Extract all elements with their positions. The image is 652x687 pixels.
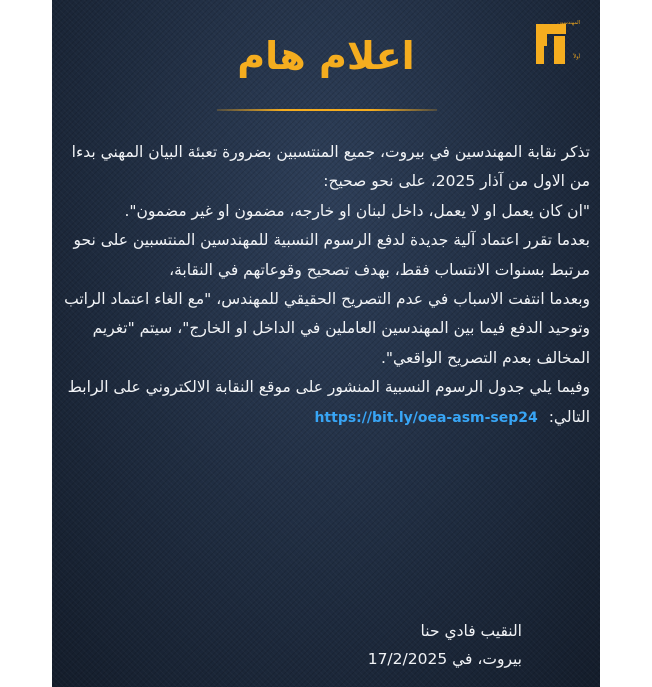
page-title: اعلام هام [237, 34, 415, 78]
paragraph-5 [62, 373, 590, 433]
announcement-poster [52, 0, 600, 687]
paragraph-5-text: وفيما يلي جدول الرسوم النسبية المنشور على موقع النقابة الالكتروني على الرابط التالي: [67, 378, 590, 426]
logo-line-2: أولاً [573, 54, 580, 60]
paragraph-3: بعدما تقرر اعتماد آلية جديدة لدفع الرسوم النسبية للمهندسين المنتسبين على نحو مرتبط بسنوات الانتساب فقط، بهدف تصحيح وقوعاتهم في النقابة، [73, 231, 590, 279]
signature-date: بيروت، في 17/2/2025 [367, 650, 522, 668]
fees-table-link[interactable]: https://bit.ly/oea-asm-sep24 [314, 409, 538, 426]
paragraph-2: "ان كان يعمل او لا يعمل، داخل لبنان او خارجه، مضمون او غير مضمون". [124, 201, 590, 220]
signature-block [368, 617, 522, 673]
announcement-body [62, 138, 590, 433]
signatory-name: النقيب فادي حنا [420, 622, 522, 640]
paragraph-1: تذكر نقابة المهندسين في بيروت، جميع المنتسبين بضرورة تعبئة البيان المهني بدءا من الاول من آذار 2025، على نحو صحيح: [71, 143, 590, 191]
paragraph-4: وبعدما انتفت الاسباب في عدم التصريح الحقيقي للمهندس، "مع الغاء اعتماد الراتب وتوحيد الدفع فيما بين المهندسين العاملين في الداخل او الخارج"، سيتم "تغريم المخالف بعدم التصريح الواقعي". [64, 290, 590, 367]
title-underline [217, 109, 437, 111]
logo-line-1: المهندسون [557, 20, 580, 26]
